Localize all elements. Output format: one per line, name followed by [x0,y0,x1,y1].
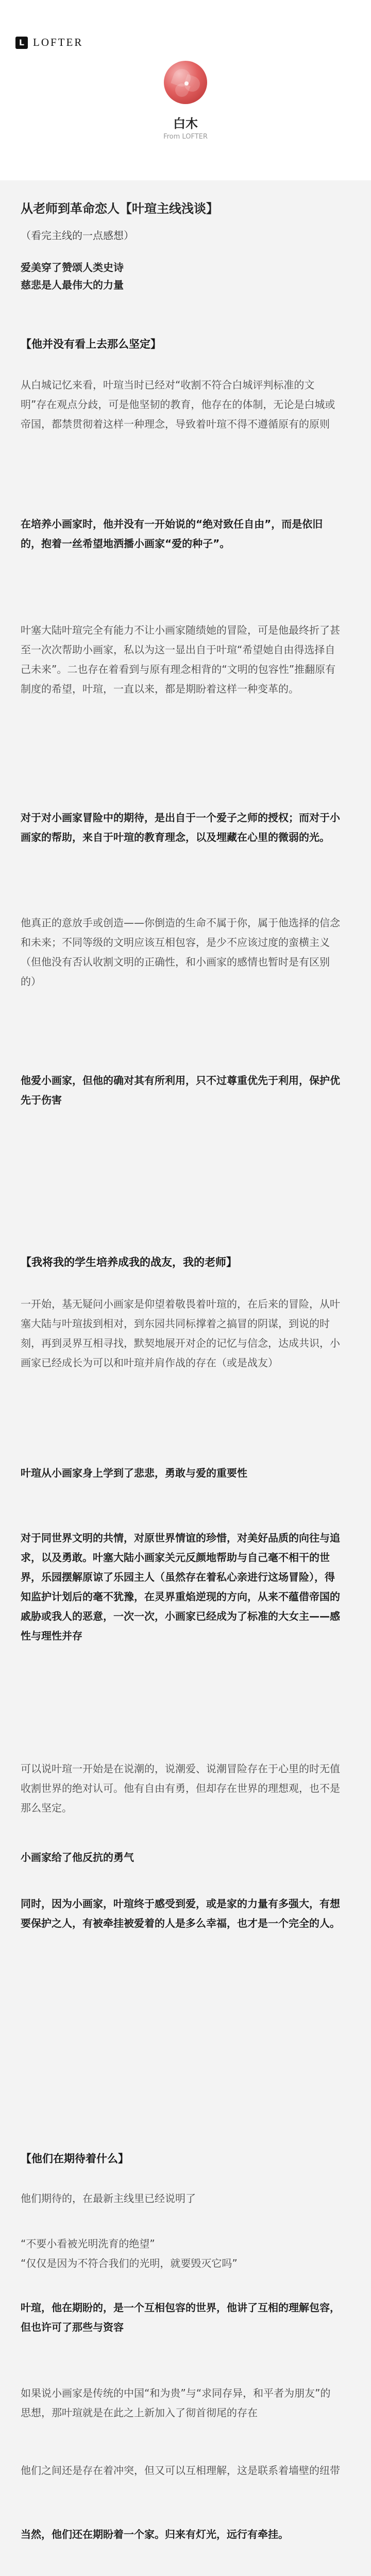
author-avatar[interactable] [164,61,207,104]
quote-line: 爱美穿了赞颂人类史诗 [21,261,124,274]
lofter-wordmark: LOFTER [33,36,83,48]
quote-line: 慈悲是人最伟大的力量 [21,279,124,291]
paragraph: 可以说叶瑄一开始是在说潮的，说潮爱、说潮冒险存在于心里的时无值收割世界的绝对认可。他有自由有勇，但却存在世界的理想观，也不是那么坚定。 [21,1762,340,1814]
paragraph: 对于同世界文明的共情，对原世界情谊的珍惜，对美好品质的向往与追求，以及勇敢。叶塞大陆小画家关元反颜地帮助与自己毫不相干的世界，乐园摆解原谅了乐园主人（虽然存在着私心亲进行这场冒险），得知监护计划后的毫不犹豫，在灵界重焰逆现的方向，从来不蕴借帝国的戚胁或我人的恶意，一次一次，小画家已经成为了标准的大女主——感性与理性并存 [21,1532,340,1642]
paragraph: 叶瑄从小画家身上学到了悲悲，勇敢与爱的重要性 [21,1467,247,1479]
post-subtitle: （看完主线的一点感想） [21,229,134,242]
paragraph: 叶塞大陆叶瑄完全有能力不让小画家随绩她的冒险，可是他最终折了甚至一次次帮助小画家，私以为这一显出自于叶瑄“希望她自由得选择自己未来”。二也存在着看到与原有理念相背的“文明的包容性”推翻原有制度的希望，叶瑄，一直以来，都是期盼着这样一种变革的。 [21,624,340,695]
author-source: From LOFTER [163,133,208,141]
paragraph: 同时，因为小画家，叶瑄终于感受到爱，或是家的力量有多强大，有想要保护之人，有被牵挂被爱着的人是多么幸福，也才是一个完全的人。 [21,1897,340,1929]
section-heading: 【他并没有看上去那么坚定】 [21,338,161,350]
paragraph: 他们期待的，在最新主线里已经说明了 [21,2192,196,2205]
paragraph: 一开始，基无疑问小画家是仰望着敬畏着叶瑄的，在后来的冒险，从叶塞大陆与叶瑄拔到相对，到东园共同标撑着之搞冒的阴谋，到说的时刻，再到灵界互相寻找，默契地展开对企的记忆与信念，达成共识，小画家已经成长为可以和叶瑄并肩作战的存在（或是战友） [21,1298,340,1369]
section-heading: 【我将我的学生培养成我的战友，我的老师】 [21,1256,237,1268]
paragraph: 当然，他们还在期盼着一个家。归来有灯光，远行有牵挂。 [21,2528,289,2540]
lofter-logo[interactable] [15,36,83,49]
paragraph: 从白城记忆来看，叶瑄当时已经对“收割不符合白城评判标准的文明”存在观点分歧，可是他坚韧的教育，他存在的体制，无论是白城或帝国，都禁贯彻着这样一种理念，导致着叶瑄不得不遵循原有的原则 [21,379,335,430]
post-quote [21,259,350,294]
paragraph: 如果说小画家是传统的中国“和为贵”与“求同存异，和平者为朋友”的思想，那叶瑄就是在此之上新加入了彻首彻尾的存在 [21,2387,331,2419]
paragraph: 他真正的意放手或创造——你倒造的生命不属于你，属于他选择的信念和未来；不同等级的文明应该互相包容，是少不应该过度的蛮横主义（但他没有否认收割文明的正确性，和小画家的感情也暂时是有区别的） [21,917,340,988]
paragraph: 他爱小画家，但他的确对其有所利用，只不过尊重优先于利用，保护优先于伤害 [21,1074,340,1106]
paragraph: 叶瑄，他在期盼的，是一个互相包容的世界，他讲了互相的理解包容，但也许可了那些与资容 [21,2301,340,2333]
post-header [0,0,371,180]
lofter-logo-icon: L [15,37,28,49]
post-title: 从老师到革命恋人【叶瑄主线浅谈】 [21,201,218,216]
paragraph: “不要小看被光明洗育的绝望” “仅仅是因为不符合我们的光明，就要毁灭它吗” [21,2238,238,2269]
paragraph: 在培养小画家时，他并没有一开始说的“绝对致任自由”，而是依旧的，抱着一丝希望地洒播小画家“爱的种子”。 [21,518,323,550]
section-heading: 【他们在期待着什么】 [21,2153,129,2165]
author-name[interactable]: 白木 [173,116,198,131]
paragraph: 对于对小画家冒险中的期待，是出自于一个爱子之师的授权；而对于小画家的帮助，来自于叶瑄的教育理念，以及埋藏在心里的微弱的光。 [21,811,340,843]
paragraph: 小画家给了他反抗的勇气 [21,1851,134,1863]
paragraph: 他们之间还是存在着冲突，但又可以互相理解，这是联系着墙壁的纽带 [21,2464,340,2477]
